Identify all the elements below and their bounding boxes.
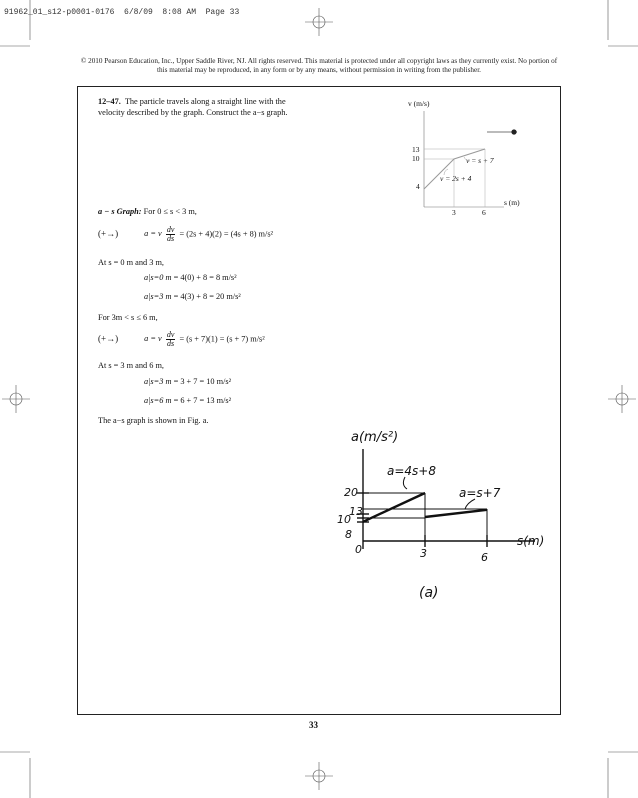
as-xtick-6: 6 <box>481 551 488 564</box>
a-at-s0: a|s=0 m = 4(0) + 8 = 8 m/s² <box>144 273 237 282</box>
as-segment-2 <box>425 510 487 517</box>
equation-2: (+→) a = v $\frac{dv}{ds}$ = (s + 7)(1) = (s + 7) m/s² <box>98 330 265 348</box>
figure-caption: (a) <box>419 585 439 601</box>
as-xtick-3: 3 <box>420 547 427 560</box>
at-s-3-6: At s = 3 m and 6 m, <box>98 361 164 370</box>
problem-number: 12–47. <box>98 97 121 106</box>
a2-at-s6: a|s=6 m = 6 + 7 = 13 m/s² <box>144 396 232 405</box>
print-slug: 91962_01_s12-p0001-0176 6/8/09 8:08 AM Page 33 <box>4 8 240 17</box>
vs-label-seg2: v = s + 7 <box>466 156 494 165</box>
vs-xtick-6: 6 <box>482 208 486 217</box>
vs-xlabel: s (m) <box>504 198 520 207</box>
as-label-seg2: a=s+7 <box>459 486 501 500</box>
sign-convention-2: (+→) <box>98 333 119 344</box>
vs-label-seg1: v = 2s + 4 <box>440 174 472 183</box>
vs-ytick-13: 13 <box>412 145 420 154</box>
as-ylabel: a(m/s²) <box>351 430 399 445</box>
a2-at-s3: a|s=3 m = 3 + 7 = 10 m/s² <box>144 377 232 386</box>
problem-statement <box>98 97 310 118</box>
fraction-dv-ds: $\frac{dv}{ds}$ <box>166 225 175 243</box>
as-ytick-13: 13 <box>349 505 363 518</box>
as-label-seg1: a=4s+8 <box>387 464 436 478</box>
as-segment-1 <box>363 493 425 522</box>
equation-1: (+→) a = v $\frac{dv}{ds}$ = (2s + 4)(2) = (4s + 8) m/s² <box>98 225 274 243</box>
at-s-0-3: At s = 0 m and 3 m, <box>98 258 164 267</box>
section2-range: For 3m < s ≤ 6 m, <box>98 313 158 322</box>
as-ytick-10: 10 <box>337 513 351 526</box>
v-s-graph <box>392 97 522 222</box>
fraction-dv-ds-2: $\frac{dv}{ds}$ <box>166 330 175 348</box>
vs-ytick-4: 4 <box>416 182 420 191</box>
section1-heading: a − s Graph: For 0 ≤ s < 3 m, <box>98 207 197 216</box>
a-s-graph <box>335 425 575 605</box>
conclusion: The a−s graph is shown in Fig. a. <box>98 416 209 425</box>
copyright-notice: © 2010 Pearson Education, Inc., Upper Saddle River, NJ. All rights reserved. This material is protected under all copyright laws as they currently exist. No portion of this material may be reproduced, in any form or by any means, without permission in writing from the publisher. <box>80 57 558 74</box>
as-origin: 0 <box>355 543 362 556</box>
a-at-s3: a|s=3 m = 4(3) + 8 = 20 m/s² <box>144 292 241 301</box>
as-xlabel: s(m) <box>517 534 545 548</box>
as-ytick-8: 8 <box>345 528 352 541</box>
as-ytick-20: 20 <box>344 486 358 499</box>
vs-curve <box>424 149 485 189</box>
vs-ylabel: v (m/s) <box>408 99 430 108</box>
vs-xtick-3: 3 <box>452 208 456 217</box>
vs-ytick-10: 10 <box>412 154 420 163</box>
particle-dot <box>511 129 516 134</box>
page-number: 33 <box>309 720 318 730</box>
sign-convention: (+→) <box>98 228 119 239</box>
problem-text: The particle travels along a straight line with the velocity described by the graph. Construct the a−s graph. <box>98 97 288 117</box>
